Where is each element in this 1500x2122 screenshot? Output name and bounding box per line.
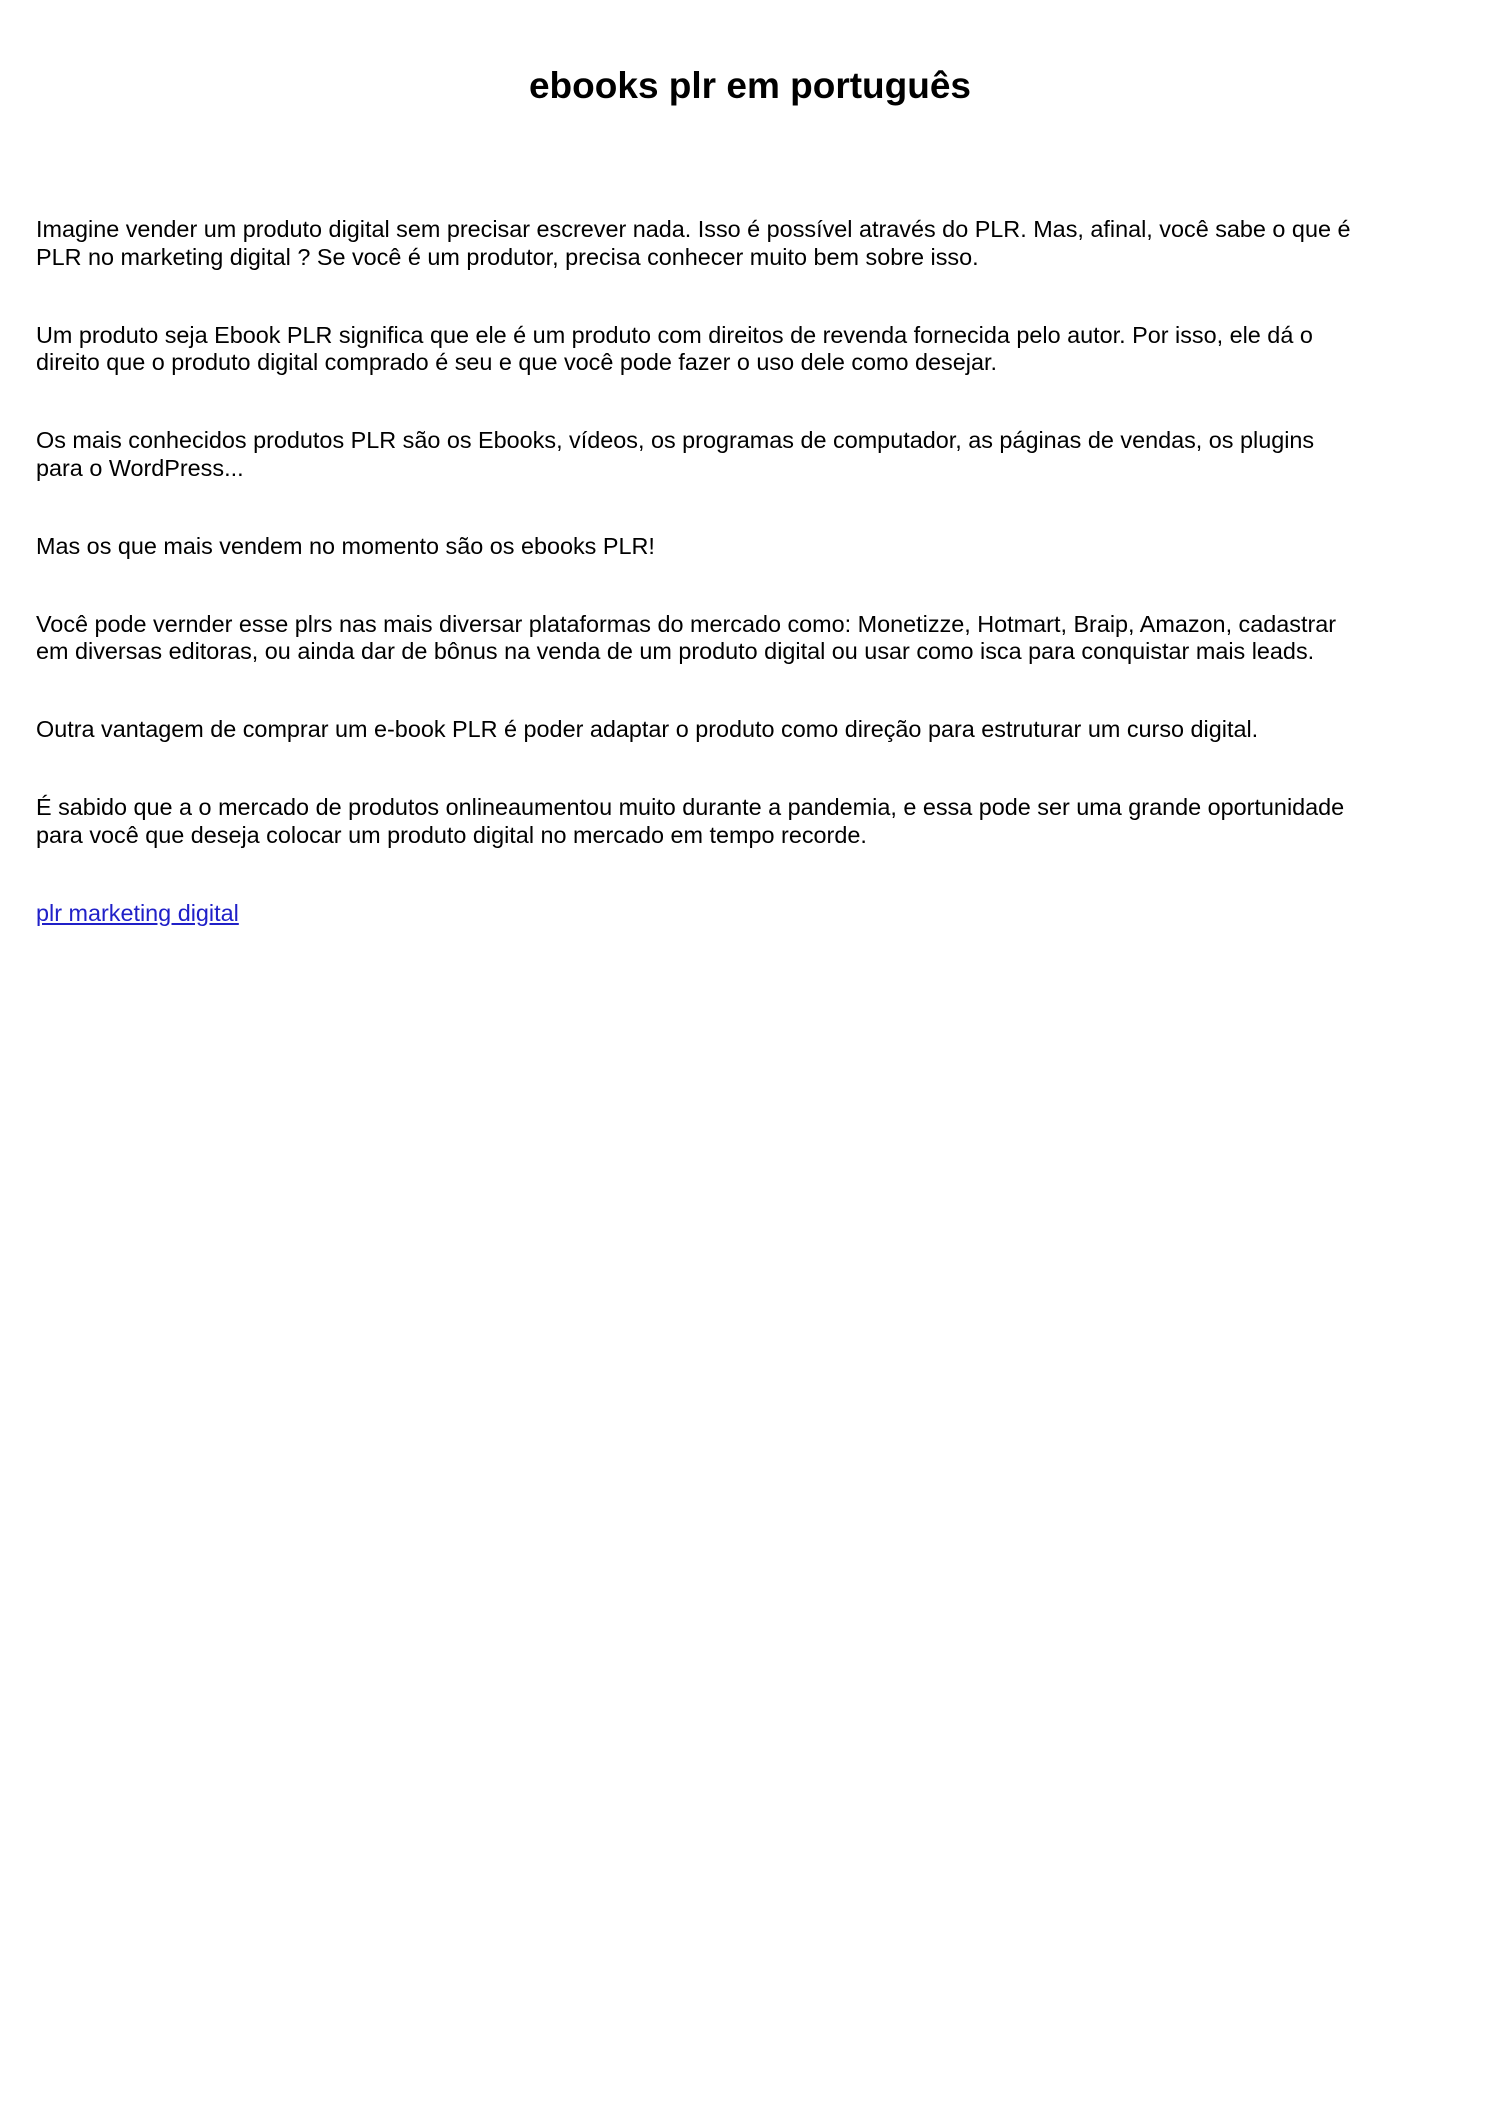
paragraph-market bbox=[36, 794, 1476, 849]
paragraph-line: Imagine vender um produto digital sem precisar escrever nada. Isso é possível através do PLR. Mas, afinal, você sabe o que é bbox=[36, 216, 1351, 242]
document-body bbox=[36, 216, 1476, 927]
paragraph-line: É sabido que a o mercado de produtos onlineaumentou muito durante a pandemia, e essa pode ser uma grande oportunidade bbox=[36, 794, 1345, 820]
paragraph-known-products bbox=[36, 427, 1476, 482]
paragraph-line: Um produto seja Ebook PLR significa que ele é um produto com direitos de revenda fornecida pelo autor. Por isso, ele dá o bbox=[36, 321, 1313, 348]
paragraph-platforms bbox=[36, 611, 1476, 666]
paragraph-line: Os mais conhecidos produtos PLR são os Ebooks, vídeos, os programas de computador, as páginas de vendas, os plugins bbox=[36, 427, 1315, 453]
paragraph-line: para o WordPress... bbox=[36, 454, 244, 481]
paragraph-line: direito que o produto digital comprado é seu e que você pode fazer o uso dele como desejar. bbox=[36, 349, 997, 375]
paragraph-advantage bbox=[36, 716, 1476, 744]
plr-marketing-digital-link[interactable]: plr marketing digital bbox=[36, 899, 239, 926]
paragraph-line: Você pode vernder esse plrs nas mais diversar plataformas do mercado como: Monetizze, Hotmart, Braip, Amazon, cadastrar bbox=[36, 610, 1337, 637]
paragraph-intro bbox=[36, 216, 1476, 271]
paragraph-line: em diversas editoras, ou ainda dar de bônus na venda de um produto digital ou usar como isca para conquistar mais leads. bbox=[36, 638, 1315, 664]
paragraph-line: PLR no marketing digital ? Se você é um produtor, precisa conhecer muito bem sobre isso. bbox=[36, 243, 979, 270]
paragraph-line: para você que deseja colocar um produto digital no mercado em tempo recorde. bbox=[36, 821, 867, 848]
page-title: ebooks plr em português bbox=[528, 65, 971, 106]
paragraph-definition bbox=[36, 322, 1476, 377]
paragraph-line: Outra vantagem de comprar um e-book PLR é poder adaptar o produto como direção para estruturar um curso digital. bbox=[36, 716, 1259, 742]
paragraph-line: Mas os que mais vendem no momento são os ebooks PLR! bbox=[36, 532, 655, 559]
paragraph-best-sellers bbox=[36, 533, 1476, 561]
